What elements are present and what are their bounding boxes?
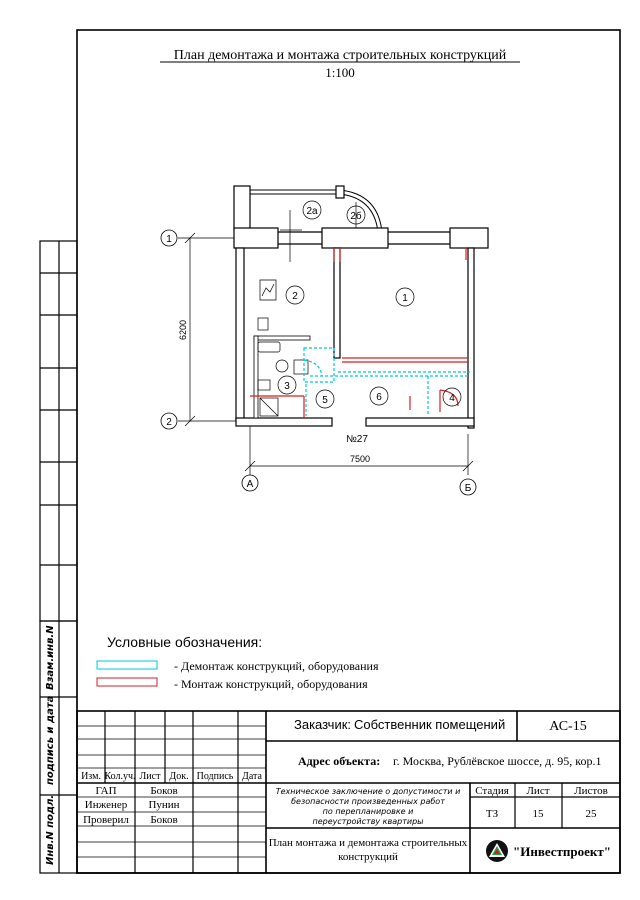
legend-swatch-demolition bbox=[97, 661, 157, 669]
hdr-izm: Изм. bbox=[81, 771, 101, 782]
legend-title: Условные обозначения: bbox=[107, 634, 263, 650]
name-gap: Боков bbox=[150, 785, 178, 797]
room-5: 5 bbox=[322, 395, 328, 406]
legend bbox=[97, 634, 379, 691]
sheets-label: Листов bbox=[574, 785, 608, 797]
apartment-number: №27 bbox=[346, 434, 368, 445]
role-checked: Проверил bbox=[83, 814, 129, 826]
side-inv-zam: Взам.инв.N bbox=[45, 625, 56, 690]
room-2: 2 bbox=[292, 291, 298, 302]
legend-swatch-installation bbox=[97, 678, 157, 686]
company-logo-icon bbox=[486, 840, 508, 862]
axis-lines bbox=[178, 233, 473, 475]
legend-item-demolition: - Демонтаж конструкций, оборудования bbox=[174, 659, 379, 673]
side-sign-date: подпись и дата bbox=[45, 695, 56, 785]
doc-code: АС-15 bbox=[549, 719, 587, 734]
sheet-title-line-2: конструкций bbox=[338, 851, 398, 863]
doc-title-line-4: переустройству квартиры bbox=[312, 817, 424, 826]
stage-value: ТЗ bbox=[485, 808, 499, 820]
address-value: г. Москва, Рублёвское шоссе, д. 95, кор.1 bbox=[393, 754, 602, 768]
room-3: 3 bbox=[284, 381, 290, 392]
customer-value: Собственник помещений bbox=[354, 717, 506, 732]
room-2b: 2б bbox=[350, 211, 362, 222]
doc-title-line-1: Техническое заключение о допустимости и bbox=[275, 787, 461, 796]
floor-plan bbox=[161, 186, 488, 495]
drawing-scale: 1:100 bbox=[325, 65, 355, 80]
room-6: 6 bbox=[376, 392, 382, 403]
side-inv-podl: Инв.N подл. bbox=[45, 794, 56, 865]
sheet-frame bbox=[77, 30, 620, 873]
axis-label-1: 1 bbox=[166, 234, 172, 245]
name-engineer: Пунин bbox=[148, 799, 180, 811]
address-label: Адрес объекта: bbox=[298, 754, 381, 768]
sheets-value: 25 bbox=[585, 808, 597, 820]
room-1: 1 bbox=[402, 293, 408, 304]
sheet-label: Лист bbox=[526, 785, 550, 797]
axis-label-2: 2 bbox=[166, 417, 172, 428]
room-4: 4 bbox=[449, 393, 455, 404]
role-engineer: Инженер bbox=[84, 799, 128, 811]
hdr-list: Лист bbox=[139, 771, 161, 782]
role-gap: ГАП bbox=[95, 785, 117, 797]
dim-horizontal: 7500 bbox=[349, 454, 371, 464]
installation-lines bbox=[250, 248, 468, 418]
room-2a: 2а bbox=[306, 206, 318, 217]
axis-label-a: А bbox=[246, 479, 254, 490]
legend-item-installation: - Монтаж конструкций, оборудования bbox=[174, 677, 368, 691]
hdr-podpis: Подпись bbox=[196, 771, 234, 782]
doc-title-line-3: по перепланировке и bbox=[322, 807, 414, 816]
customer-label: Заказчик: bbox=[294, 717, 352, 732]
hdr-data: Дата bbox=[242, 771, 262, 782]
hdr-koluch: Кол.уч. bbox=[104, 771, 136, 782]
dim-vertical: 6200 bbox=[178, 319, 188, 341]
drawing-title: План демонтажа и монтажа строительных конструкций bbox=[173, 48, 507, 63]
sheet-value: 15 bbox=[532, 808, 544, 820]
axis-label-b: Б bbox=[464, 483, 472, 494]
hdr-dok: Док. bbox=[169, 771, 189, 782]
sheet-title-line-1: План монтажа и демонтажа строительных bbox=[268, 837, 468, 849]
name-checked: Боков bbox=[150, 814, 178, 826]
company-name: "Инвестпроект" bbox=[513, 844, 612, 859]
doc-title-line-2: безопасности произведенных работ bbox=[291, 797, 445, 806]
stage-label: Стадия bbox=[475, 785, 509, 797]
